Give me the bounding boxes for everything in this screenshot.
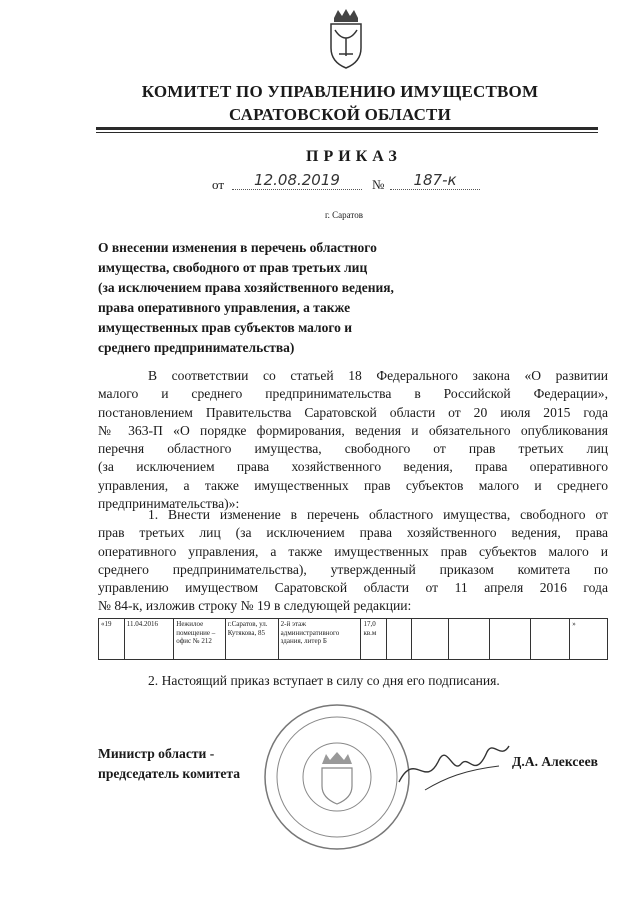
table-cell <box>387 619 412 660</box>
document-type-title: ПРИКАЗ <box>306 148 402 165</box>
paragraph-line: прав третьих лиц (за исключением права хозяйственного ведения, права <box>98 525 608 541</box>
signer-position-line-2: председатель комитета <box>98 766 241 781</box>
paragraph-line: управлению имуществом Саратовской области от 11 апреля 2016 года <box>98 580 608 596</box>
subject-line: (за исключением права хозяйственного ведения, <box>98 280 394 295</box>
handwritten-signature <box>395 730 513 800</box>
subject-line: права оперативного управления, а также <box>98 300 351 315</box>
subject-line: О внесении изменения в перечень областного <box>98 240 377 255</box>
paragraph-line: управления, а также имущественных прав субъектов малого и среднего <box>98 477 608 493</box>
paragraph-line: 2. Настоящий приказ вступает в силу со дня его подписания. <box>148 673 500 688</box>
paragraph-line: среднего предпринимательства), утвержденный приказом комитета по <box>98 561 608 577</box>
table-cell: 11.04.2016 <box>124 619 173 660</box>
table-cell <box>449 619 490 660</box>
table-cell: 2-й этаж административного здания, литер Б <box>278 619 361 660</box>
paragraph-line: оперативного управления, а также имущественных прав субъектов малого и <box>98 543 608 559</box>
table-row <box>99 619 608 660</box>
paragraph-line: предпринимательства)»: <box>98 496 240 512</box>
table-cell: «19 <box>99 619 125 660</box>
table-cell <box>531 619 570 660</box>
organization-line-1: КОМИТЕТ ПО УПРАВЛЕНИЮ ИМУЩЕСТВОМ <box>141 82 539 101</box>
signer-position <box>98 744 240 784</box>
number-prefix: № <box>372 177 385 192</box>
signer-name: Д.А. Алексеев <box>512 754 598 769</box>
paragraph-line: постановлением Правительства Саратовской области от 20 июля 2015 года <box>98 404 608 420</box>
organization-name <box>130 80 550 126</box>
date-prefix: от <box>212 177 225 192</box>
table-cell: 17,0 кв.м <box>361 619 387 660</box>
subject-line: имущества, свободного от прав третьих лиц <box>98 260 368 275</box>
subject-line: среднего предпринимательства) <box>98 340 295 355</box>
property-row-table <box>98 618 608 660</box>
city-label: г. Саратов <box>325 210 363 220</box>
order-subject <box>98 238 448 358</box>
clause-2-paragraph <box>98 672 608 690</box>
preamble-paragraph <box>98 367 608 513</box>
paragraph-line: В соответствии со статьей 18 Федерального закона «О развитии <box>148 368 608 383</box>
round-seal-icon <box>262 702 412 852</box>
paragraph-line: № 363-П «О порядке формирования, ведения и обязательного опубликования <box>98 422 608 438</box>
order-date: 12.08.2019 <box>232 171 362 190</box>
paragraph-line: перечня областного имущества, свободного от прав третьих лиц <box>98 441 608 457</box>
paragraph-line: № 84-к, изложив строку № 19 в следующей редакции: <box>98 598 412 614</box>
table-cell: Нежилое помещение – офис № 212 <box>174 619 226 660</box>
paragraph-line: (за исключением права хозяйственного ведения, права оперативного <box>98 459 608 475</box>
header-divider-thin <box>96 132 598 133</box>
order-number: 187-к <box>390 171 480 190</box>
table-cell: г.Саратов, ул. Кутякова, 85 <box>225 619 278 660</box>
subject-line: имущественных прав субъектов малого и <box>98 320 353 335</box>
clause-1-paragraph <box>98 506 608 616</box>
paragraph-line: малого и среднего предпринимательства в Российской Федерации», <box>98 386 608 402</box>
table-cell: » <box>570 619 608 660</box>
saratov-coat-of-arms-icon <box>326 8 366 70</box>
organization-line-2: САРАТОВСКОЙ ОБЛАСТИ <box>228 105 452 124</box>
paragraph-line: 1. Внести изменение в перечень областного имущества, свободного от <box>148 507 608 522</box>
table-cell <box>412 619 449 660</box>
table-cell <box>490 619 531 660</box>
header-divider-thick <box>96 127 598 130</box>
signer-position-line-1: Министр области - <box>98 746 215 761</box>
